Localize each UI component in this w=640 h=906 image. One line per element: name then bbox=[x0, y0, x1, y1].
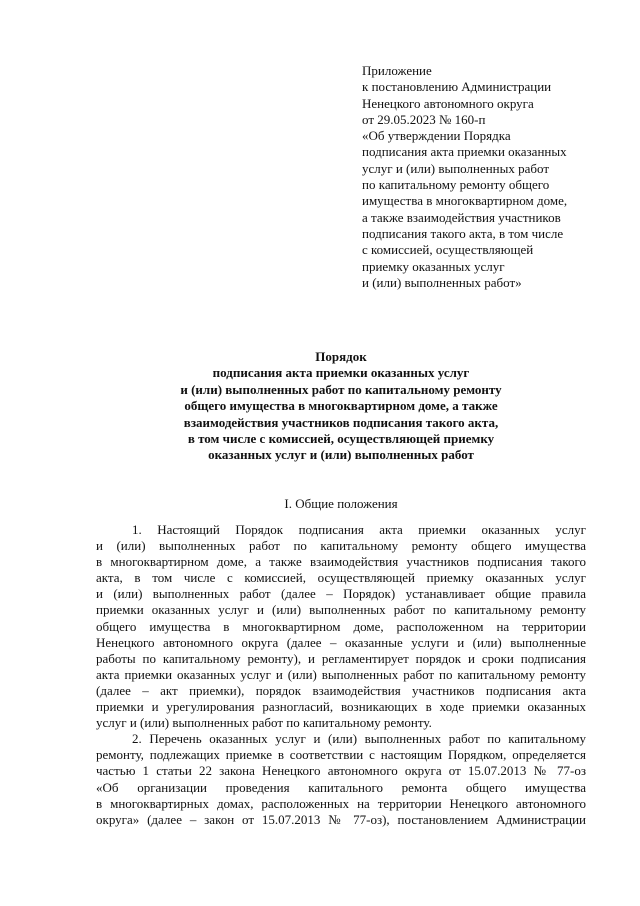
paragraph-2 bbox=[96, 731, 586, 828]
text-line: приемки оказанных услуг и (или) выполненных работ по капитальному ремонту bbox=[96, 602, 586, 618]
text-line: работы по капитальному ремонту), и регламентирует порядок и сроки подписания bbox=[96, 650, 586, 666]
appendix-line: по капитальному ремонту общего bbox=[362, 177, 550, 193]
document-body bbox=[96, 522, 586, 828]
appendix-line: подписания акта приемки оказанных bbox=[362, 144, 567, 160]
text-line: 1. Настоящий Порядок подписания акта приемки оказанных услуг bbox=[132, 522, 586, 537]
appendix-line: подписания такого акта, в том числе bbox=[362, 225, 564, 241]
text-line: приемки и урегулирования разногласий, возникающих в ходе приемки оказанных bbox=[96, 699, 586, 715]
text-line: услуг и (или) выполненных работ по капитальному ремонту. bbox=[96, 715, 432, 731]
appendix-line: к постановлению Администрации bbox=[362, 79, 552, 95]
text-line: акта приемки оказанных услуг и (или) выполненных работ по капитальному ремонту bbox=[96, 666, 586, 682]
text-line: и (или) выполненных работ (далее – Порядок) устанавливает общие правила bbox=[96, 586, 586, 602]
text-line: в многоквартирных домах, расположенных на территории Ненецкого автономного bbox=[96, 795, 586, 811]
text-line: 2. Перечень оказанных услуг и (или) выполненных работ по капитальному bbox=[132, 731, 586, 747]
appendix-line: приемку оказанных услуг bbox=[362, 258, 505, 274]
text-line: в многоквартирном доме, а также взаимодействия участников подписания такого bbox=[96, 554, 586, 570]
appendix-line: с комиссией, осуществляющей bbox=[362, 242, 534, 258]
appendix-line: Ненецкого автономного округа bbox=[362, 95, 534, 111]
appendix-line: «Об утверждении Порядка bbox=[362, 128, 511, 144]
appendix-block bbox=[362, 63, 602, 291]
section-heading: I. Общие положения bbox=[284, 496, 398, 511]
title-line: взаимодействия участников подписания такого акта, bbox=[183, 414, 499, 430]
appendix-line: услуг и (или) выполненных работ bbox=[362, 160, 550, 176]
title-line: оказанных услуг и (или) выполненных работ bbox=[208, 447, 474, 463]
title-line: подписания акта приемки оказанных услуг bbox=[212, 365, 470, 381]
document-title bbox=[96, 349, 586, 464]
appendix-heading: Приложение bbox=[362, 63, 432, 78]
text-line: общего имущества в многоквартирном доме, расположенном на территории bbox=[96, 618, 586, 634]
appendix-line: имущества в многоквартирном доме, bbox=[362, 193, 568, 209]
paragraph-1 bbox=[96, 522, 586, 731]
appendix-line: а также взаимодействия участников bbox=[362, 209, 561, 225]
title-line: в том числе с комиссией, осуществляющей приемку bbox=[187, 431, 495, 447]
text-line: округа» (далее – закон от 15.07.2013 № 77-оз), постановлением Администрации bbox=[96, 811, 586, 827]
text-line: ремонту, подлежащих приемке в соответствии с настоящим Порядком, определяется bbox=[96, 747, 586, 763]
text-line: «Об организации проведения капитального ремонта общего имущества bbox=[96, 779, 586, 795]
appendix-line: и (или) выполненных работ» bbox=[362, 274, 522, 290]
text-line: и (или) выполненных работ по капитальному ремонту общего имущества bbox=[96, 538, 586, 554]
text-line: акта, в том числе с комиссией, осуществляющей приемку оказанных услуг bbox=[96, 570, 586, 586]
text-line: (далее – акт приемки), порядок взаимодействия участников подписания акта bbox=[96, 682, 586, 698]
title-heading: Порядок bbox=[315, 349, 367, 364]
text-line: частью 1 статьи 22 закона Ненецкого автономного округа от 15.07.2013 № 77-оз bbox=[96, 763, 586, 779]
title-line: и (или) выполненных работ по капитальному ремонту bbox=[180, 381, 502, 397]
appendix-resolution-date: от 29.05.2023 № 160-п bbox=[362, 111, 486, 127]
title-line: общего имущества в многоквартирном доме, а также bbox=[184, 398, 498, 414]
text-line: Ненецкого автономного округа (далее – оказанные услуги и (или) выполненные bbox=[96, 634, 586, 650]
